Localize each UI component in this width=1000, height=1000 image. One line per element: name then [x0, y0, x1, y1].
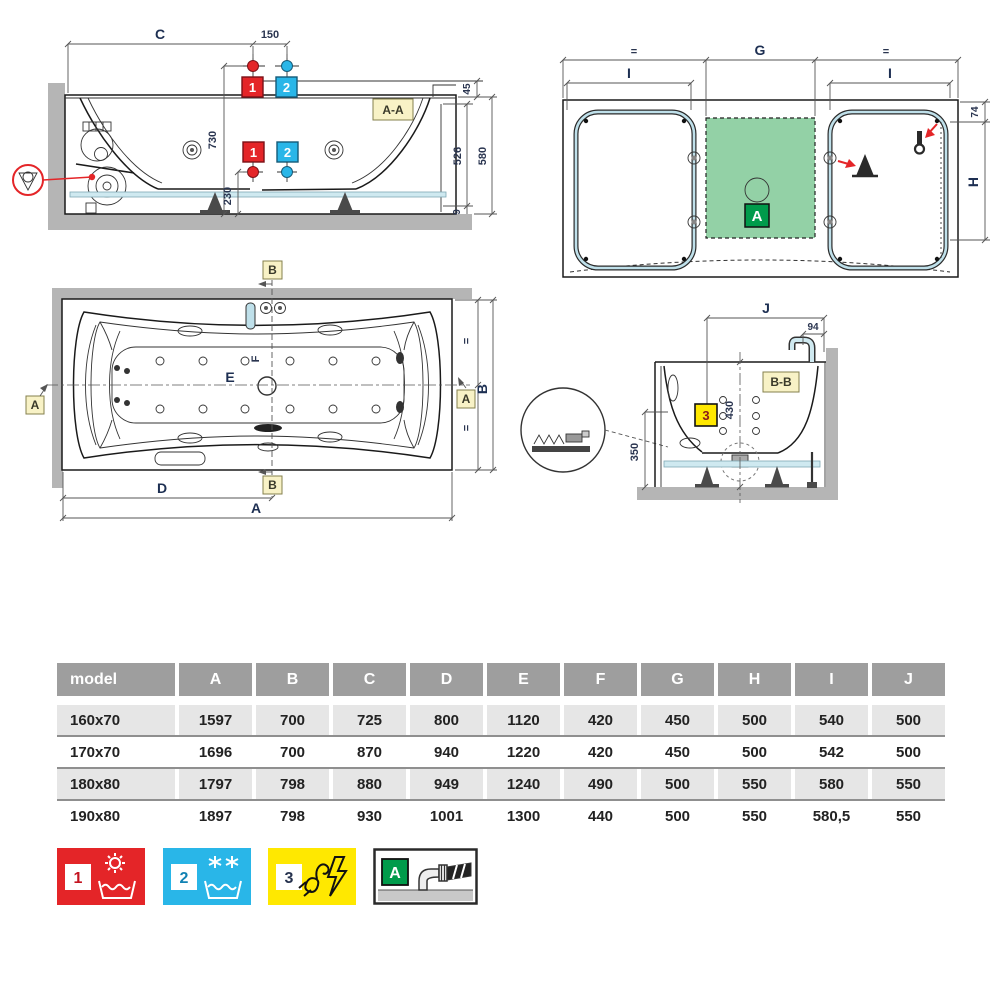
legend-hot-water: [57, 848, 145, 905]
dim-9: 9: [452, 209, 463, 215]
support-feet: [695, 452, 817, 488]
dim-eq-left: =: [630, 46, 638, 58]
dim-d: D: [156, 480, 168, 496]
section-marker-a-right: [457, 377, 475, 408]
svg-text:2: 2: [283, 145, 292, 160]
hot-badge-top: [242, 77, 263, 97]
dim-b: B: [474, 383, 490, 395]
header-cell-h: H: [718, 663, 791, 696]
header-cell-i: I: [795, 663, 868, 696]
value-cell: 580: [795, 769, 868, 799]
dim-j: J: [762, 300, 770, 316]
tub-cross-section: [655, 362, 826, 487]
dim-230: 230: [222, 186, 234, 206]
legend-3-label: 3: [284, 870, 294, 887]
legend-cold-water: [163, 848, 251, 905]
table-row: [57, 767, 945, 799]
value-cell: 550: [741, 807, 768, 825]
value-cell: 490: [564, 769, 637, 799]
value-cell: 1597: [179, 705, 252, 735]
dim-eq-right: =: [882, 46, 890, 58]
value-cell: 440: [587, 807, 614, 825]
dim-a: A: [250, 500, 262, 516]
cold-badge-label: 2: [282, 80, 291, 95]
legend-drain: [373, 848, 478, 905]
table-body: [57, 705, 945, 831]
value-cell: 1220: [506, 743, 541, 761]
dim-45: 45: [462, 83, 473, 95]
cold-badge-top: [276, 77, 297, 97]
value-cell: 870: [356, 743, 383, 761]
value-cell: 880: [333, 769, 406, 799]
value-cell: 420: [587, 743, 614, 761]
dim-c: C: [154, 26, 166, 42]
section-label-bb: [763, 372, 799, 392]
dim-580: 580: [477, 146, 489, 166]
value-cell: 1001: [429, 807, 464, 825]
legend-2-label: 2: [179, 870, 189, 887]
svg-text:A-A: A-A: [382, 103, 404, 117]
value-cell: 700: [279, 743, 306, 761]
electric-badge: [695, 404, 717, 426]
svg-text:B: B: [268, 263, 277, 277]
model-cell: 160x70: [57, 705, 175, 735]
dim-350: 350: [629, 442, 641, 462]
dim-74: 74: [970, 106, 981, 118]
value-cell: 1797: [179, 769, 252, 799]
electric-badge-label: 3: [702, 408, 710, 423]
value-cell: 500: [718, 705, 791, 735]
value-cell: 1696: [198, 743, 233, 761]
dim-e: E: [225, 369, 235, 385]
drain-and-rail: [664, 443, 820, 481]
dim-f: F: [250, 355, 262, 363]
value-cell: 798: [256, 769, 329, 799]
cold-badge-mid: [277, 142, 298, 162]
dim-i-left: I: [627, 65, 631, 81]
value-cell: 542: [818, 743, 845, 761]
value-cell: 580,5: [812, 807, 851, 825]
hot-badge-label: 1: [248, 80, 257, 95]
installation-area-badge: A: [751, 208, 763, 225]
header-cell-model: model: [57, 663, 175, 696]
legend-a-label: A: [389, 865, 401, 882]
section-aa-drawing: [0, 0, 520, 250]
value-cell: 725: [333, 705, 406, 735]
legend-electrical: [268, 848, 356, 905]
model-cell: 180x80: [57, 769, 175, 799]
section-bb-drawing: [505, 285, 1000, 535]
dim-730: 730: [207, 130, 219, 150]
value-cell: 800: [410, 705, 483, 735]
value-cell: 450: [641, 705, 714, 735]
dim-h: H: [965, 176, 981, 188]
bottom-view-drawing: [520, 20, 1000, 290]
wall-and-floor: [637, 348, 838, 500]
header-cell-f: F: [564, 663, 637, 696]
value-cell: 550: [895, 807, 922, 825]
value-cell: 450: [664, 743, 691, 761]
value-cell: 940: [433, 743, 460, 761]
model-cell: 170x70: [70, 743, 121, 761]
value-cell: 700: [256, 705, 329, 735]
cable-detail: [521, 388, 668, 472]
header-cell-d: D: [410, 663, 483, 696]
value-cell: 949: [410, 769, 483, 799]
legend-1-label: 1: [73, 870, 83, 887]
model-cell: 190x80: [70, 807, 121, 825]
tub-plan-outline: [62, 299, 452, 470]
value-cell: 540: [795, 705, 868, 735]
table-row: [57, 799, 945, 831]
hot-badge-mid: [243, 142, 264, 162]
value-cell: 500: [872, 705, 945, 735]
value-cell: 1240: [487, 769, 560, 799]
value-cell: 500: [641, 769, 714, 799]
installation-area: [706, 118, 815, 238]
table-row: [57, 735, 945, 767]
dimensions-table: [57, 663, 945, 831]
svg-text:1: 1: [249, 145, 258, 160]
value-cell: 930: [356, 807, 383, 825]
dim-94: 94: [807, 322, 819, 333]
value-cell: 500: [741, 743, 768, 761]
value-cell: 420: [564, 705, 637, 735]
drain-plan: [258, 377, 276, 395]
section-label-aa: [373, 99, 413, 120]
header-cell-g: G: [641, 663, 714, 696]
svg-text:A: A: [461, 392, 471, 406]
plan-view-drawing: [0, 255, 510, 545]
dim-g: G: [754, 42, 766, 58]
header-cell-b: B: [256, 663, 329, 696]
header-cell-a: A: [179, 663, 252, 696]
svg-text:A: A: [30, 398, 40, 412]
section-marker-b-bottom: [258, 469, 282, 494]
dim-150: 150: [260, 29, 280, 41]
faucet-spout: [792, 340, 812, 362]
svg-text:B: B: [268, 478, 277, 492]
value-cell: 1897: [198, 807, 233, 825]
value-cell: 1120: [487, 705, 560, 735]
frame-rail: [70, 192, 446, 197]
value-cell: 500: [664, 807, 691, 825]
section-marker-b-top: [258, 261, 282, 287]
dim-eq-top: =: [461, 337, 473, 345]
header-cell-c: C: [333, 663, 406, 696]
table-row: [57, 705, 945, 735]
value-cell: 1300: [506, 807, 541, 825]
table-header-row: [57, 663, 945, 696]
value-cell: 550: [872, 769, 945, 799]
dim-eq-bottom: =: [461, 424, 473, 432]
value-cell: 798: [279, 807, 306, 825]
svg-text:B-B: B-B: [770, 375, 792, 389]
dim-430: 430: [724, 400, 736, 420]
section-marker-a-left: [26, 384, 48, 414]
value-cell: 500: [895, 743, 922, 761]
header-cell-j: J: [872, 663, 945, 696]
value-cell: 550: [718, 769, 791, 799]
header-cell-e: E: [487, 663, 560, 696]
dim-i-right: I: [888, 65, 892, 81]
dim-526: 526: [452, 146, 464, 166]
